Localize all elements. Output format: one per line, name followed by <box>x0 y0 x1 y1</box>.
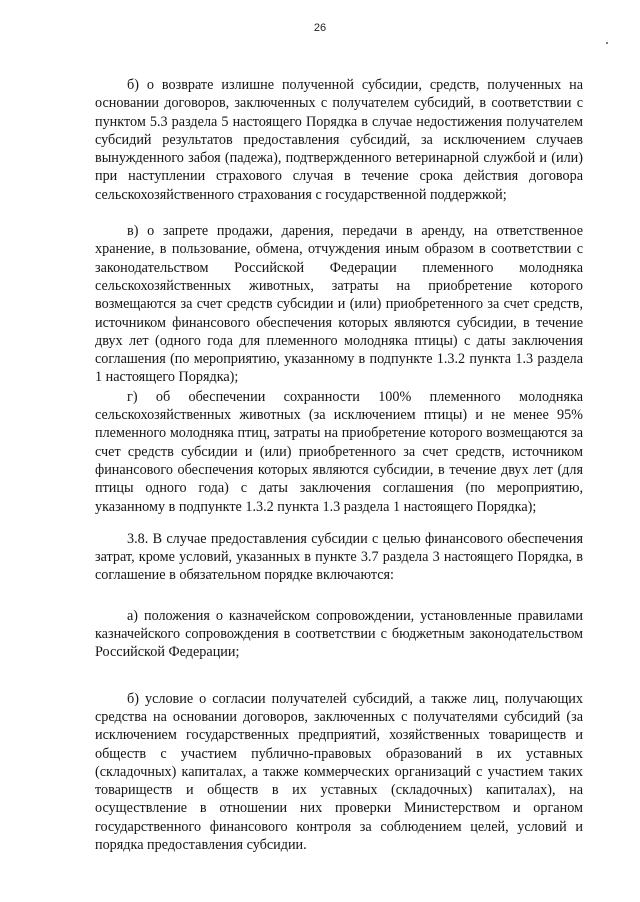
paragraph-b-consent: б) условие о согласии получателей субсидий, а также лиц, получающих средства на основании договоров, заключенных с получателями субсидий (за исключением государственных предприятий, хозяйственных товариществ и обществ с участием публично-правовых образований в их уставных (складочных) капиталах, а также коммерческих организаций с участием таких товариществ и обществ в их уставных (складочных) капиталах), на осуществление в отношении них проверки Министерством и органом государственного финансового контроля за соблюдением целей, условий и порядка предоставления субсидии. <box>95 690 583 853</box>
paragraph-3-8-conditions: 3.8. В случае предоставления субсидии с целью финансового обеспечения затрат, кроме условий, указанных в пункте 3.7 раздела 3 настоящего Порядка, в соглашение в обязательном порядке включаются: <box>95 530 583 584</box>
paragraph-a-treasury: а) положения о казначейском сопровождении, установленные правилами казначейского сопровождения в соответствии с бюджетным законодательством Российской Федерации; <box>95 607 583 661</box>
paragraph-b-refund: б) о возврате излишне полученной субсидии, средств, полученных на основании договоров, заключенных с получателем субсидий, в соответствии с пунктом 5.3 раздела 5 настоящего Порядка в случае недостижения получателем субсидий результатов предоставления субсидий, за исключением случаев вынужденного забоя (падежа), подтвержденного ветеринарной службой и (или) при наступлении страхового случая в течение срока действия договора сельскохозяйственного страхования с государственной поддержкой; <box>95 77 583 203</box>
scan-speck <box>606 42 608 44</box>
paragraph-v-sale-prohibition: в) о запрете продажи, дарения, передачи в аренду, на ответственное хранение, в пользование, обмена, отчуждения иным образом в соответствии с законодательством Российской Федерации племенного молодняка сельскохозяйственных животных, затраты на приобретение которого возмещаются за счет средств субсидии и (или) приобретенного за счет средств, источником финансового обеспечения которых являются субсидии, в течение двух лет (одного года для племенного молодняка птицы) с даты заключения соглашения (по мероприятию, указанному в подпункте 1.3.2 пункта 1.3 раздела 1 настоящего Порядка); <box>95 223 583 386</box>
page-number: 26 <box>313 22 327 34</box>
paragraph-g-safety: г) об обеспечении сохранности 100% племенного молодняка сельскохозяйственных животных (за исключением птицы) и не менее 95% племенного молодняка птиц, затраты на приобретение которого возмещаются за счет средств субсидии и (или) приобретенного за счет средств, источником финансового обеспечения которых являются субсидии, в течение двух лет (для птицы одного года) с даты заключения соглашения (по мероприятию, указанному в подпункте 1.3.2 пункта 1.3 раздела 1 настоящего Порядка); <box>95 388 583 515</box>
document-body <box>95 76 583 854</box>
